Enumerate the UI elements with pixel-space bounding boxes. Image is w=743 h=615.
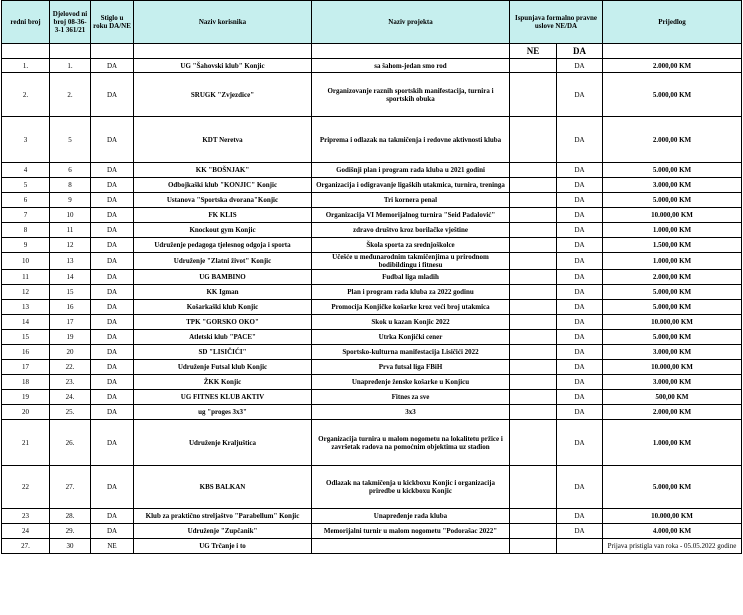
cell-prijedlog: Prijava pristigla van roka - 05.05.2022 godine bbox=[603, 539, 742, 554]
cell-prijedlog: 5.000,00 KM bbox=[603, 193, 742, 208]
cell-ne bbox=[510, 223, 557, 238]
cell-redni-broj: 22 bbox=[2, 466, 50, 509]
cell-naziv-korisnika: Odbojkaški klub "KONJIC" Konjic bbox=[134, 178, 312, 193]
cell-da: DA bbox=[557, 163, 603, 178]
cell-stiglo-u-roku: DA bbox=[91, 253, 134, 270]
cell-naziv-projekta: Godišnji plan i program rada kluba u 2021 godini bbox=[312, 163, 510, 178]
cell-prijedlog: 500,00 KM bbox=[603, 390, 742, 405]
cell-da: DA bbox=[557, 270, 603, 285]
table-row bbox=[2, 223, 742, 238]
cell-da: DA bbox=[557, 285, 603, 300]
table-row bbox=[2, 117, 742, 163]
cell-redni-broj: 21 bbox=[2, 420, 50, 466]
cell-djelovodni-broj: 12 bbox=[50, 238, 91, 253]
cell-da: DA bbox=[557, 509, 603, 524]
header-row bbox=[2, 1, 742, 44]
cell-ne bbox=[510, 509, 557, 524]
table-row bbox=[2, 360, 742, 375]
cell-da: DA bbox=[557, 330, 603, 345]
cell-naziv-projekta: Škola sporta za srednjoškolce bbox=[312, 238, 510, 253]
table-row bbox=[2, 270, 742, 285]
cell-djelovodni-broj: 11 bbox=[50, 223, 91, 238]
cell-da: DA bbox=[557, 466, 603, 509]
cell-naziv-korisnika: Košarkaški klub Konjic bbox=[134, 300, 312, 315]
table-row bbox=[2, 178, 742, 193]
cell-djelovodni-broj: 17 bbox=[50, 315, 91, 330]
cell-da: DA bbox=[557, 73, 603, 117]
table-row bbox=[2, 524, 742, 539]
cell-ne bbox=[510, 539, 557, 554]
cell-prijedlog: 5.000,00 KM bbox=[603, 300, 742, 315]
cell-prijedlog: 2.000,00 KM bbox=[603, 270, 742, 285]
cell-ne bbox=[510, 330, 557, 345]
cell-naziv-korisnika: Udruženje Futsal klub Konjic bbox=[134, 360, 312, 375]
cell-stiglo-u-roku: DA bbox=[91, 420, 134, 466]
cell-redni-broj: 16 bbox=[2, 345, 50, 360]
cell-djelovodni-broj: 23. bbox=[50, 375, 91, 390]
cell-redni-broj: 8 bbox=[2, 223, 50, 238]
cell-redni-broj: 12 bbox=[2, 285, 50, 300]
cell-naziv-korisnika: Udruženje "Zupčanik" bbox=[134, 524, 312, 539]
cell-redni-broj: 18 bbox=[2, 375, 50, 390]
table-row bbox=[2, 208, 742, 223]
cell-naziv-projekta: Skok u kazan Konjic 2022 bbox=[312, 315, 510, 330]
cell-naziv-korisnika: KDT Neretva bbox=[134, 117, 312, 163]
cell-ne bbox=[510, 178, 557, 193]
cell-prijedlog: 3.000,00 KM bbox=[603, 375, 742, 390]
cell-prijedlog: 2.000,00 KM bbox=[603, 405, 742, 420]
cell-ne bbox=[510, 117, 557, 163]
cell-prijedlog: 10.000,00 KM bbox=[603, 360, 742, 375]
cell-djelovodni-broj: 27. bbox=[50, 466, 91, 509]
cell-prijedlog: 10.000,00 KM bbox=[603, 509, 742, 524]
cell-redni-broj: 6 bbox=[2, 193, 50, 208]
cell-prijedlog: 1.500,00 KM bbox=[603, 238, 742, 253]
cell-naziv-projekta: Organizacija i odigravanje ligaških utakmica, turnira, treninga bbox=[312, 178, 510, 193]
cell-stiglo-u-roku: DA bbox=[91, 59, 134, 73]
table-row bbox=[2, 253, 742, 270]
table-body bbox=[2, 59, 742, 554]
cell-djelovodni-broj: 2. bbox=[50, 73, 91, 117]
cell-naziv-projekta: Fudbal liga mladih bbox=[312, 270, 510, 285]
cell-ne bbox=[510, 285, 557, 300]
cell-ne bbox=[510, 208, 557, 223]
subheader-ne: NE bbox=[510, 44, 557, 59]
cell-stiglo-u-roku: DA bbox=[91, 315, 134, 330]
cell-naziv-projekta: Organizacija turnira u malom nogometu na lokalitetu pržice i završetak radova na pomoćnim objektima uz stadion bbox=[312, 420, 510, 466]
cell-redni-broj: 4 bbox=[2, 163, 50, 178]
cell-da: DA bbox=[557, 360, 603, 375]
cell-da: DA bbox=[557, 253, 603, 270]
cell-da: DA bbox=[557, 390, 603, 405]
cell-ne bbox=[510, 524, 557, 539]
cell-naziv-projekta: Organizovanje raznih sportskih manifestacija, turnira i sportskih obuka bbox=[312, 73, 510, 117]
subheader-row bbox=[2, 44, 742, 59]
table-row bbox=[2, 345, 742, 360]
cell-stiglo-u-roku: DA bbox=[91, 390, 134, 405]
cell-djelovodni-broj: 14 bbox=[50, 270, 91, 285]
applications-table bbox=[1, 0, 742, 554]
cell-naziv-projekta: 3x3 bbox=[312, 405, 510, 420]
cell-da: DA bbox=[557, 238, 603, 253]
table-row bbox=[2, 193, 742, 208]
cell-da: DA bbox=[557, 345, 603, 360]
cell-naziv-projekta bbox=[312, 539, 510, 554]
cell-da: DA bbox=[557, 59, 603, 73]
cell-naziv-projekta: Odlazak na takmičenja u kickboxu Konjic i organizacija priredbe u kickboxu Konjic bbox=[312, 466, 510, 509]
cell-ne bbox=[510, 315, 557, 330]
cell-prijedlog: 5.000,00 KM bbox=[603, 285, 742, 300]
cell-naziv-projekta: Sportsko-kulturna manifestacija Lisičići 2022 bbox=[312, 345, 510, 360]
cell-naziv-korisnika: Klub za praktično streljaštvo "Parabellum" Konjic bbox=[134, 509, 312, 524]
cell-ne bbox=[510, 466, 557, 509]
cell-djelovodni-broj: 29. bbox=[50, 524, 91, 539]
cell-djelovodni-broj: 30 bbox=[50, 539, 91, 554]
table-row bbox=[2, 420, 742, 466]
cell-da bbox=[557, 539, 603, 554]
cell-djelovodni-broj: 13 bbox=[50, 253, 91, 270]
cell-naziv-projekta: Učešće u međunarodnim takmičenjima u prirodnom bodibildingu i fitnesu bbox=[312, 253, 510, 270]
cell-naziv-korisnika: Atletski klub "PACE" bbox=[134, 330, 312, 345]
cell-djelovodni-broj: 20 bbox=[50, 345, 91, 360]
header-naziv-korisnika: Naziv korisnika bbox=[134, 1, 312, 44]
header-redni-broj: redni broj bbox=[2, 1, 50, 44]
table-row bbox=[2, 466, 742, 509]
cell-redni-broj: 9 bbox=[2, 238, 50, 253]
cell-djelovodni-broj: 19 bbox=[50, 330, 91, 345]
table-row bbox=[2, 59, 742, 73]
cell-stiglo-u-roku: DA bbox=[91, 208, 134, 223]
cell-naziv-korisnika: UG Trčanje i to bbox=[134, 539, 312, 554]
cell-da: DA bbox=[557, 193, 603, 208]
cell-naziv-korisnika: KK "BOŠNJAK" bbox=[134, 163, 312, 178]
table-row bbox=[2, 315, 742, 330]
table-row bbox=[2, 238, 742, 253]
header-stiglo-u-roku: Stiglo u roku DA/NE bbox=[91, 1, 134, 44]
cell-naziv-projekta: Promocija Konjičke košarke kroz veći broj utakmica bbox=[312, 300, 510, 315]
cell-djelovodni-broj: 25. bbox=[50, 405, 91, 420]
cell-redni-broj: 2. bbox=[2, 73, 50, 117]
cell-redni-broj: 19 bbox=[2, 390, 50, 405]
cell-djelovodni-broj: 8 bbox=[50, 178, 91, 193]
cell-prijedlog: 1.000,00 KM bbox=[603, 223, 742, 238]
cell-redni-broj: 1. bbox=[2, 59, 50, 73]
cell-djelovodni-broj: 26. bbox=[50, 420, 91, 466]
cell-ne bbox=[510, 193, 557, 208]
cell-da: DA bbox=[557, 315, 603, 330]
cell-stiglo-u-roku: DA bbox=[91, 223, 134, 238]
cell-redni-broj: 3 bbox=[2, 117, 50, 163]
cell-naziv-korisnika: UG FITNES KLUB AKTIV bbox=[134, 390, 312, 405]
cell-ne bbox=[510, 420, 557, 466]
cell-djelovodni-broj: 16 bbox=[50, 300, 91, 315]
table-row bbox=[2, 539, 742, 554]
cell-naziv-projekta: Plan i program rada kluba za 2022 godinu bbox=[312, 285, 510, 300]
cell-prijedlog: 3.000,00 KM bbox=[603, 178, 742, 193]
cell-naziv-projekta: Memorijalni turnir u malom nogometu "Podorašac 2022" bbox=[312, 524, 510, 539]
cell-naziv-korisnika: SRUGK "Zvjezdice" bbox=[134, 73, 312, 117]
cell-ne bbox=[510, 345, 557, 360]
cell-djelovodni-broj: 10 bbox=[50, 208, 91, 223]
cell-ne bbox=[510, 360, 557, 375]
cell-ne bbox=[510, 59, 557, 73]
table-row bbox=[2, 73, 742, 117]
cell-da: DA bbox=[557, 420, 603, 466]
cell-djelovodni-broj: 28. bbox=[50, 509, 91, 524]
cell-stiglo-u-roku: DA bbox=[91, 330, 134, 345]
cell-redni-broj: 23 bbox=[2, 509, 50, 524]
cell-naziv-korisnika: UG BAMBINO bbox=[134, 270, 312, 285]
cell-naziv-korisnika: KBS BALKAN bbox=[134, 466, 312, 509]
cell-stiglo-u-roku: NE bbox=[91, 539, 134, 554]
cell-ne bbox=[510, 300, 557, 315]
cell-naziv-korisnika: Udruženje pedagoga tjelesnog odgoja i sporta bbox=[134, 238, 312, 253]
cell-redni-broj: 5 bbox=[2, 178, 50, 193]
cell-stiglo-u-roku: DA bbox=[91, 509, 134, 524]
cell-naziv-korisnika: Udruženje "Zlatni život" Konjic bbox=[134, 253, 312, 270]
cell-naziv-projekta: zdravo društvo kroz borilačke vještine bbox=[312, 223, 510, 238]
table-row bbox=[2, 163, 742, 178]
cell-stiglo-u-roku: DA bbox=[91, 238, 134, 253]
cell-naziv-projekta: Prva futsal liga FBiH bbox=[312, 360, 510, 375]
cell-naziv-korisnika: UG "Šahovski klub" Konjic bbox=[134, 59, 312, 73]
table-row bbox=[2, 375, 742, 390]
cell-naziv-projekta: Unapređenje rada kluba bbox=[312, 509, 510, 524]
header-djelovodni-broj: Djelovod ni broj 08-36-3-1 361/21 bbox=[50, 1, 91, 44]
cell-redni-broj: 17 bbox=[2, 360, 50, 375]
cell-da: DA bbox=[557, 375, 603, 390]
cell-prijedlog: 2.000,00 KM bbox=[603, 59, 742, 73]
header-ispunjava-uslove: Ispunjava formalno pravne uslove NE/DA bbox=[510, 1, 603, 44]
cell-naziv-korisnika: Udruženje Kraljuštica bbox=[134, 420, 312, 466]
cell-prijedlog: 5.000,00 KM bbox=[603, 73, 742, 117]
cell-prijedlog: 1.000,00 KM bbox=[603, 253, 742, 270]
cell-djelovodni-broj: 1. bbox=[50, 59, 91, 73]
table-row bbox=[2, 390, 742, 405]
cell-da: DA bbox=[557, 223, 603, 238]
header-prijedlog: Prijedlog bbox=[603, 1, 742, 44]
table-row bbox=[2, 405, 742, 420]
cell-naziv-projekta: Fitnes za sve bbox=[312, 390, 510, 405]
cell-stiglo-u-roku: DA bbox=[91, 360, 134, 375]
cell-ne bbox=[510, 390, 557, 405]
cell-prijedlog: 5.000,00 KM bbox=[603, 330, 742, 345]
cell-stiglo-u-roku: DA bbox=[91, 345, 134, 360]
cell-redni-broj: 20 bbox=[2, 405, 50, 420]
table-row bbox=[2, 285, 742, 300]
cell-redni-broj: 11 bbox=[2, 270, 50, 285]
table-row bbox=[2, 300, 742, 315]
cell-naziv-projekta: Organizacija VI Memorijalnog turnira "Seid Padalović" bbox=[312, 208, 510, 223]
cell-stiglo-u-roku: DA bbox=[91, 285, 134, 300]
cell-prijedlog: 5.000,00 KM bbox=[603, 466, 742, 509]
cell-da: DA bbox=[557, 300, 603, 315]
cell-redni-broj: 15 bbox=[2, 330, 50, 345]
cell-prijedlog: 2.000,00 KM bbox=[603, 117, 742, 163]
cell-djelovodni-broj: 22. bbox=[50, 360, 91, 375]
cell-naziv-projekta: Priprema i odlazak na takmičenja i redovne aktivnosti kluba bbox=[312, 117, 510, 163]
header-naziv-projekta: Naziv projekta bbox=[312, 1, 510, 44]
table-row bbox=[2, 330, 742, 345]
cell-stiglo-u-roku: DA bbox=[91, 163, 134, 178]
cell-naziv-projekta: Tri kornera penal bbox=[312, 193, 510, 208]
cell-naziv-korisnika: KK Igman bbox=[134, 285, 312, 300]
cell-stiglo-u-roku: DA bbox=[91, 193, 134, 208]
cell-ne bbox=[510, 270, 557, 285]
cell-redni-broj: 14 bbox=[2, 315, 50, 330]
cell-stiglo-u-roku: DA bbox=[91, 117, 134, 163]
cell-stiglo-u-roku: DA bbox=[91, 466, 134, 509]
cell-stiglo-u-roku: DA bbox=[91, 524, 134, 539]
cell-naziv-projekta: Utrka Konjički cener bbox=[312, 330, 510, 345]
cell-djelovodni-broj: 5 bbox=[50, 117, 91, 163]
cell-prijedlog: 3.000,00 KM bbox=[603, 345, 742, 360]
cell-stiglo-u-roku: DA bbox=[91, 405, 134, 420]
cell-stiglo-u-roku: DA bbox=[91, 270, 134, 285]
cell-djelovodni-broj: 24. bbox=[50, 390, 91, 405]
cell-naziv-korisnika: Knockout gym Konjic bbox=[134, 223, 312, 238]
cell-naziv-korisnika: Ustanova "Sportska dvorana"Konjic bbox=[134, 193, 312, 208]
cell-redni-broj: 27. bbox=[2, 539, 50, 554]
cell-naziv-korisnika: ug "proges 3x3" bbox=[134, 405, 312, 420]
cell-naziv-projekta: sa šahom-jedan smo rod bbox=[312, 59, 510, 73]
cell-redni-broj: 13 bbox=[2, 300, 50, 315]
cell-redni-broj: 24 bbox=[2, 524, 50, 539]
cell-ne bbox=[510, 253, 557, 270]
cell-prijedlog: 5.000,00 KM bbox=[603, 163, 742, 178]
cell-ne bbox=[510, 163, 557, 178]
table-row bbox=[2, 509, 742, 524]
cell-naziv-projekta: Unapređenje ženske košarke u Konjicu bbox=[312, 375, 510, 390]
cell-ne bbox=[510, 238, 557, 253]
cell-stiglo-u-roku: DA bbox=[91, 300, 134, 315]
cell-prijedlog: 1.000,00 KM bbox=[603, 420, 742, 466]
cell-redni-broj: 10 bbox=[2, 253, 50, 270]
cell-naziv-korisnika: TPK "GORSKO OKO" bbox=[134, 315, 312, 330]
cell-naziv-korisnika: ŽKK Konjic bbox=[134, 375, 312, 390]
subheader-da: DA bbox=[557, 44, 603, 59]
cell-djelovodni-broj: 15 bbox=[50, 285, 91, 300]
cell-da: DA bbox=[557, 524, 603, 539]
cell-da: DA bbox=[557, 405, 603, 420]
cell-naziv-korisnika: SD "LISIČIĆI" bbox=[134, 345, 312, 360]
cell-prijedlog: 4.000,00 KM bbox=[603, 524, 742, 539]
cell-naziv-korisnika: FK KLIS bbox=[134, 208, 312, 223]
cell-stiglo-u-roku: DA bbox=[91, 178, 134, 193]
cell-da: DA bbox=[557, 208, 603, 223]
cell-prijedlog: 10.000,00 KM bbox=[603, 208, 742, 223]
cell-redni-broj: 7 bbox=[2, 208, 50, 223]
cell-ne bbox=[510, 375, 557, 390]
cell-stiglo-u-roku: DA bbox=[91, 375, 134, 390]
cell-da: DA bbox=[557, 117, 603, 163]
cell-ne bbox=[510, 73, 557, 117]
cell-da: DA bbox=[557, 178, 603, 193]
cell-djelovodni-broj: 6 bbox=[50, 163, 91, 178]
cell-stiglo-u-roku: DA bbox=[91, 73, 134, 117]
cell-ne bbox=[510, 405, 557, 420]
cell-prijedlog: 10.000,00 KM bbox=[603, 315, 742, 330]
cell-djelovodni-broj: 9 bbox=[50, 193, 91, 208]
